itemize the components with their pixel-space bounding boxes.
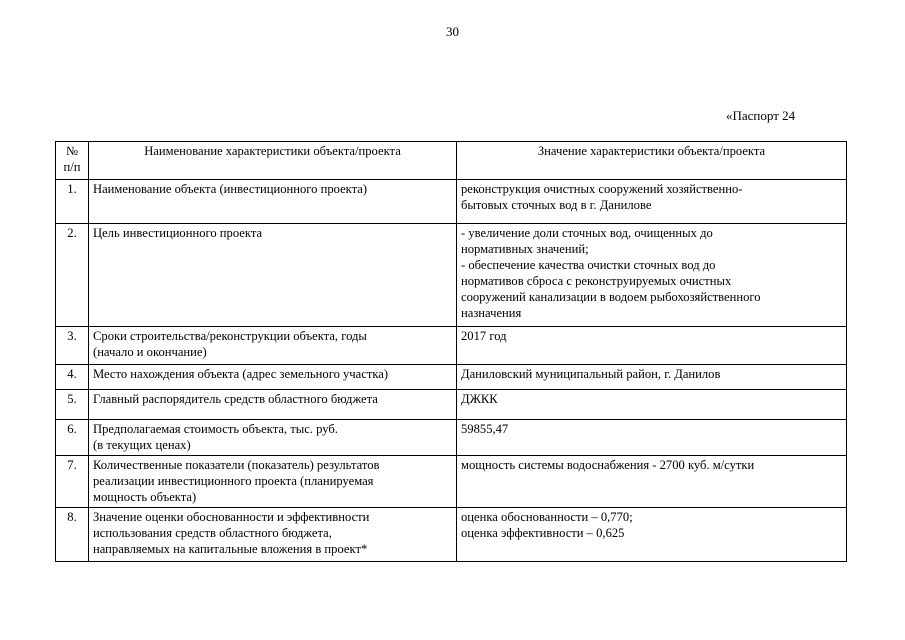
header-characteristic-name: Наименование характеристики объекта/проекта: [89, 142, 457, 180]
row-name: Значение оценки обоснованности и эффективности использования средств областного бюджета, направляемых на капитальные вложения в проект*: [89, 508, 457, 562]
row-value: - увеличение доли сточных вод, очищенных до нормативных значений; - обеспечение качества очистки сточных вод до нормативов сброса с реконструируемых очистных сооружений канализации в водоем рыбохозяйственного назначения: [457, 224, 847, 327]
row-value: мощность системы водоснабжения - 2700 куб. м/сутки: [457, 456, 847, 508]
row-number: 3.: [56, 327, 89, 365]
row-number: 5.: [56, 390, 89, 420]
row-number: 6.: [56, 420, 89, 456]
row-value: 59855,47: [457, 420, 847, 456]
row-number: 4.: [56, 365, 89, 390]
passport-table: [55, 141, 847, 562]
table-row: [56, 508, 847, 562]
row-value: реконструкция очистных сооружений хозяйственно- бытовых сточных вод в г. Данилове: [457, 180, 847, 224]
row-number: 1.: [56, 180, 89, 224]
row-value: Даниловский муниципальный район, г. Данилов: [457, 365, 847, 390]
table-row: [56, 390, 847, 420]
table-row: [56, 224, 847, 327]
row-number: 8.: [56, 508, 89, 562]
row-number: 2.: [56, 224, 89, 327]
page-number: 30: [446, 24, 459, 39]
row-value: ДЖКК: [457, 390, 847, 420]
table-row: [56, 180, 847, 224]
row-name: Главный распорядитель средств областного бюджета: [89, 390, 457, 420]
row-name: Количественные показатели (показатель) результатов реализации инвестиционного проекта (планируемая мощность объекта): [89, 456, 457, 508]
table-header-row: [56, 142, 847, 180]
row-name: Предполагаемая стоимость объекта, тыс. руб. (в текущих ценах): [89, 420, 457, 456]
table-row: [56, 456, 847, 508]
row-name: Наименование объекта (инвестиционного проекта): [89, 180, 457, 224]
row-name: Цель инвестиционного проекта: [89, 224, 457, 327]
table-row: [56, 420, 847, 456]
table-row: [56, 365, 847, 390]
row-value: 2017 год: [457, 327, 847, 365]
row-name: Сроки строительства/реконструкции объекта, годы (начало и окончание): [89, 327, 457, 365]
row-number: 7.: [56, 456, 89, 508]
row-name: Место нахождения объекта (адрес земельного участка): [89, 365, 457, 390]
header-characteristic-value: Значение характеристики объекта/проекта: [457, 142, 847, 180]
table-row: [56, 327, 847, 365]
row-value: оценка обоснованности – 0,770; оценка эффективности – 0,625: [457, 508, 847, 562]
header-number: № п/п: [56, 142, 89, 180]
passport-title: «Паспорт 24: [726, 108, 796, 123]
